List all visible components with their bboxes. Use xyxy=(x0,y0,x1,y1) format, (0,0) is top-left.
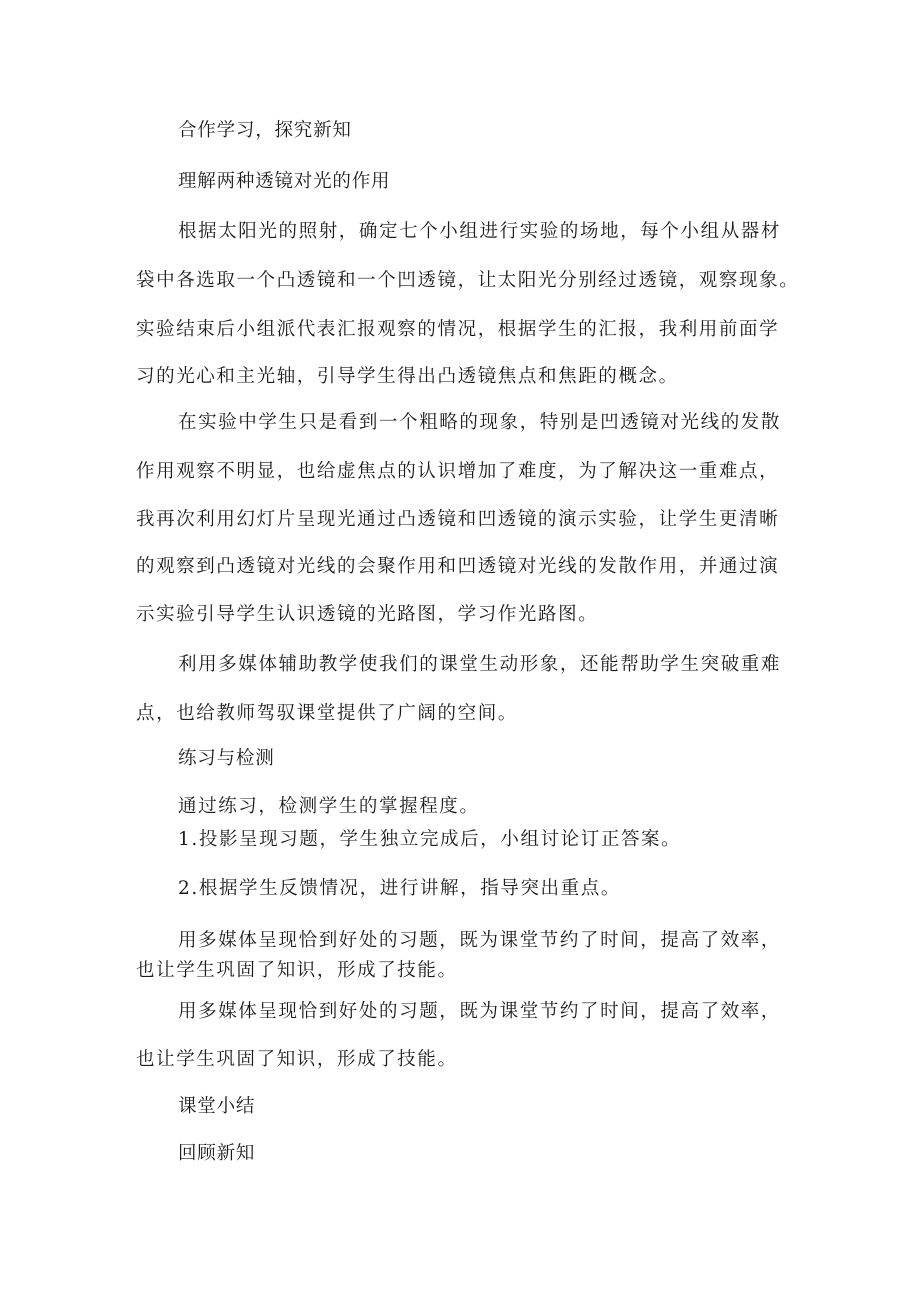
paragraph-line: 用多媒体呈现恰到好处的习题，既为课堂节约了时间，提高了效率， xyxy=(178,1001,782,1022)
section-heading-summary: 课堂小结 xyxy=(178,1096,256,1117)
section-subheading-review: 回顾新知 xyxy=(178,1143,256,1164)
paragraph-line: 点，也给教师驾驭课堂提供了广阔的空间。 xyxy=(136,703,518,724)
paragraph-line: 习的光心和主光轴，引导学生得出凸透镜焦点和焦距的概念。 xyxy=(136,366,679,387)
paragraph-line: 也让学生巩固了知识，形成了技能。 xyxy=(136,1049,458,1070)
paragraph-line: 作用观察不明显，也给虚焦点的认识增加了难度，为了解决这一重难点， xyxy=(136,461,780,482)
paragraph-line: 我再次利用幻灯片呈现光通过凸透镜和凹透镜的演示实验，让学生更清晰 xyxy=(136,509,780,530)
paragraph-line: 示实验引导学生认识透镜的光路图，学习作光路图。 xyxy=(136,604,599,625)
paragraph-line: 实验结束后小组派代表汇报观察的情况，根据学生的汇报，我利用前面学 xyxy=(136,319,780,340)
section-heading-practice: 练习与检测 xyxy=(178,748,275,769)
paragraph-line: 袋中各选取一个凸透镜和一个凹透镜，让太阳光分别经过透镜，观察现象。 xyxy=(136,270,800,291)
paragraph-line: 根据太阳光的照射，确定七个小组进行实验的场地，每个小组从器材 xyxy=(178,221,782,242)
section-subheading-lens-effects: 理解两种透镜对光的作用 xyxy=(178,171,391,192)
paragraph-line: 用多媒体呈现恰到好处的习题，既为课堂节约了时间，提高了效率， xyxy=(178,930,782,951)
practice-item-2: 2.根据学生反馈情况，进行讲解，指导突出重点。 xyxy=(178,878,621,899)
practice-intro: 通过练习，检测学生的掌握程度。 xyxy=(178,796,480,817)
paragraph-line: 利用多媒体辅助教学使我们的课堂生动形象，还能帮助学生突破重难 xyxy=(178,654,782,675)
practice-item-1: 1.投影呈现习题，学生独立完成后，小组讨论订正答案。 xyxy=(178,829,682,850)
section-heading-cooperative-learning: 合作学习，探究新知 xyxy=(178,120,352,141)
paragraph-line: 的观察到凸透镜对光线的会聚作用和凹透镜对光线的发散作用，并通过演 xyxy=(136,556,780,577)
paragraph-line: 也让学生巩固了知识，形成了技能。 xyxy=(136,960,458,981)
paragraph-line: 在实验中学生只是看到一个粗略的现象，特别是凹透镜对光线的发散 xyxy=(178,412,782,433)
